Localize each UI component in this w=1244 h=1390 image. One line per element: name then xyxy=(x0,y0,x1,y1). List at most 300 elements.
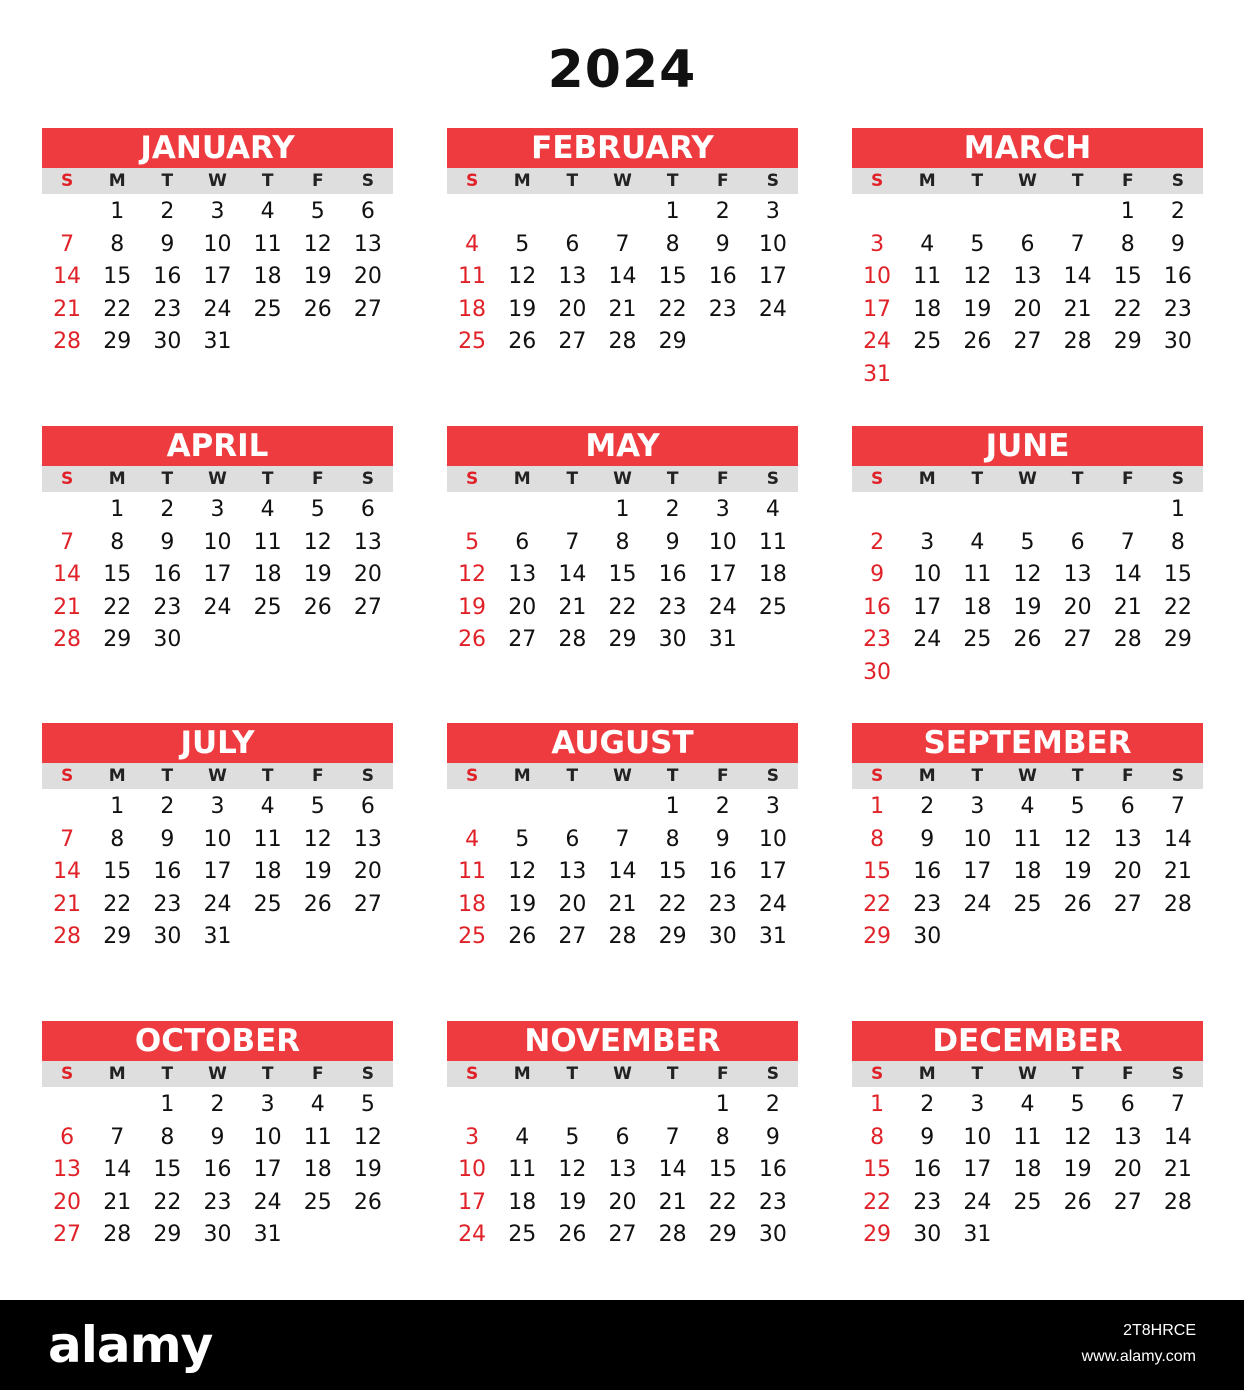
day-number: 17 xyxy=(913,594,942,620)
day-number: 12 xyxy=(303,231,332,257)
day-number: 7 xyxy=(60,529,75,555)
brand-logo: alamy xyxy=(48,1316,213,1374)
day-number: 27 xyxy=(53,1222,82,1247)
day-number: 25 xyxy=(458,924,487,949)
day-number: 4 xyxy=(260,497,275,522)
day-number: 29 xyxy=(863,924,892,949)
stock-info xyxy=(1082,1318,1196,1370)
day-number: 18 xyxy=(758,562,787,587)
weekday-label: F xyxy=(311,469,324,489)
day-number: 16 xyxy=(863,594,892,620)
day-number: 2 xyxy=(715,199,730,224)
day-number: 18 xyxy=(1013,1157,1042,1182)
weekday-label: W xyxy=(208,1064,227,1084)
weekday-label: S xyxy=(60,171,74,191)
day-number: 4 xyxy=(1020,794,1035,819)
day-number: 26 xyxy=(458,627,487,652)
day-number: 23 xyxy=(153,594,182,620)
day-number: 1 xyxy=(110,794,125,819)
empty-cell xyxy=(1053,196,1103,229)
weekday-label: M xyxy=(513,171,531,191)
day-number: 23 xyxy=(153,296,182,322)
weekday-label: F xyxy=(1121,171,1134,191)
day-number: 25 xyxy=(253,296,282,322)
day-number: 1 xyxy=(665,794,680,819)
day-number: 8 xyxy=(870,826,885,852)
day-number: 20 xyxy=(558,296,587,322)
day-number: 9 xyxy=(1170,231,1185,257)
day-number: 29 xyxy=(658,924,687,949)
weekday-label: T xyxy=(971,766,984,786)
weekday-label: M xyxy=(108,171,126,191)
day-number: 8 xyxy=(1120,231,1135,257)
calendar-year-title: 2024 xyxy=(547,40,697,100)
day-number: 26 xyxy=(1013,627,1042,652)
weekday-label: T xyxy=(1071,766,1084,786)
day-number: 24 xyxy=(963,1189,992,1215)
months-grid xyxy=(42,128,1203,1258)
day-number: 29 xyxy=(708,1222,737,1247)
day-number: 18 xyxy=(303,1157,332,1182)
day-number: 14 xyxy=(103,1157,132,1182)
weekday-label: S xyxy=(870,469,884,489)
empty-cell xyxy=(1002,196,1052,229)
weekday-label: T xyxy=(261,469,274,489)
day-number: 12 xyxy=(458,562,487,587)
weekday-label: M xyxy=(513,1064,531,1084)
day-number: 5 xyxy=(310,794,325,819)
day-number: 18 xyxy=(253,264,282,289)
day-number: 25 xyxy=(963,627,992,652)
day-number: 23 xyxy=(658,594,687,620)
weekday-label: F xyxy=(716,766,729,786)
day-number: 18 xyxy=(253,859,282,884)
day-number: 23 xyxy=(1163,296,1192,322)
month-name: SEPTEMBER xyxy=(852,723,1203,763)
month-august xyxy=(447,723,798,993)
day-number: 8 xyxy=(110,529,125,555)
month-april xyxy=(42,426,393,696)
day-number: 26 xyxy=(353,1189,382,1215)
month-name: NOVEMBER xyxy=(447,1021,798,1061)
empty-cell xyxy=(597,791,647,824)
day-number: 21 xyxy=(53,296,82,322)
weekday-label: T xyxy=(261,171,274,191)
weekday-label: S xyxy=(1171,469,1185,489)
day-number: 26 xyxy=(963,329,992,354)
empty-cell xyxy=(597,196,647,229)
day-number: 14 xyxy=(1163,826,1192,852)
weekday-label: W xyxy=(613,469,632,489)
day-number: 8 xyxy=(110,231,125,257)
empty-cell xyxy=(547,791,597,824)
day-number: 11 xyxy=(253,231,282,257)
weekday-label: S xyxy=(870,1064,884,1084)
day-number: 11 xyxy=(253,529,282,555)
day-number: 16 xyxy=(758,1157,787,1182)
day-number: 16 xyxy=(203,1157,232,1182)
day-number: 1 xyxy=(615,497,630,522)
day-number: 10 xyxy=(863,264,892,289)
day-number: 30 xyxy=(203,1222,232,1247)
day-grid xyxy=(42,494,393,657)
weekday-label: F xyxy=(311,1064,324,1084)
day-grid xyxy=(447,791,798,954)
site-url: www.alamy.com xyxy=(1081,1348,1196,1365)
day-number: 4 xyxy=(260,199,275,224)
day-number: 31 xyxy=(203,329,232,354)
day-number: 9 xyxy=(715,231,730,257)
day-number: 23 xyxy=(153,891,182,917)
weekday-label: T xyxy=(971,469,984,489)
empty-cell xyxy=(42,1089,92,1122)
weekday-label: W xyxy=(613,1064,632,1084)
day-number: 22 xyxy=(153,1189,182,1215)
day-number: 2 xyxy=(160,497,175,522)
day-number: 4 xyxy=(920,231,935,257)
day-number: 11 xyxy=(508,1157,537,1182)
weekday-label: T xyxy=(161,171,174,191)
footer-bar xyxy=(0,1300,1244,1390)
weekday-label: W xyxy=(208,171,227,191)
day-number: 28 xyxy=(103,1222,132,1247)
day-number: 31 xyxy=(758,924,787,949)
day-number: 25 xyxy=(303,1189,332,1215)
day-number: 8 xyxy=(160,1124,175,1150)
month-december xyxy=(852,1021,1203,1291)
empty-cell xyxy=(902,494,952,527)
day-number: 24 xyxy=(708,594,737,620)
day-number: 6 xyxy=(1120,1092,1135,1117)
day-number: 16 xyxy=(153,562,182,587)
day-number: 28 xyxy=(53,627,82,652)
day-number: 11 xyxy=(963,562,992,587)
day-grid xyxy=(447,196,798,359)
day-number: 3 xyxy=(465,1124,480,1150)
day-number: 17 xyxy=(708,562,737,587)
month-september xyxy=(852,723,1203,993)
weekday-label: S xyxy=(60,766,74,786)
day-number: 29 xyxy=(1113,329,1142,354)
day-number: 23 xyxy=(708,296,737,322)
weekday-label: T xyxy=(1071,469,1084,489)
day-number: 13 xyxy=(1113,1124,1142,1150)
day-number: 19 xyxy=(458,594,487,620)
day-number: 18 xyxy=(913,296,942,322)
day-number: 22 xyxy=(608,594,637,620)
day-number: 31 xyxy=(203,924,232,949)
day-number: 25 xyxy=(253,594,282,620)
weekday-header xyxy=(852,1061,1203,1087)
day-number: 21 xyxy=(103,1189,132,1215)
month-july xyxy=(42,723,393,993)
day-number: 19 xyxy=(303,264,332,289)
day-number: 13 xyxy=(508,562,537,587)
day-number: 23 xyxy=(758,1189,787,1215)
day-number: 9 xyxy=(715,826,730,852)
weekday-header xyxy=(447,1061,798,1087)
day-number: 3 xyxy=(260,1092,275,1117)
day-number: 19 xyxy=(508,296,537,322)
day-number: 30 xyxy=(153,329,182,354)
weekday-label: S xyxy=(465,469,479,489)
day-number: 17 xyxy=(963,1157,992,1182)
day-number: 30 xyxy=(913,924,942,949)
day-number: 11 xyxy=(303,1124,332,1150)
day-number: 29 xyxy=(1163,627,1192,652)
day-number: 3 xyxy=(765,199,780,224)
month-name: JUNE xyxy=(852,426,1203,466)
month-name: JULY xyxy=(42,723,393,763)
weekday-label: T xyxy=(161,1064,174,1084)
day-number: 17 xyxy=(253,1157,282,1182)
day-number: 7 xyxy=(665,1124,680,1150)
month-name: FEBRUARY xyxy=(447,128,798,168)
day-number: 10 xyxy=(913,562,942,587)
day-number: 6 xyxy=(60,1124,75,1150)
day-number: 11 xyxy=(458,264,487,289)
day-number: 17 xyxy=(203,264,232,289)
weekday-label: F xyxy=(716,171,729,191)
day-number: 12 xyxy=(508,264,537,289)
day-number: 19 xyxy=(963,296,992,322)
day-number: 13 xyxy=(1013,264,1042,289)
day-number: 8 xyxy=(665,231,680,257)
day-number: 10 xyxy=(758,826,787,852)
day-number: 25 xyxy=(913,329,942,354)
weekday-label: M xyxy=(513,469,531,489)
day-number: 6 xyxy=(1120,794,1135,819)
day-number: 31 xyxy=(708,627,737,652)
empty-cell xyxy=(1002,494,1052,527)
weekday-label: T xyxy=(161,766,174,786)
day-number: 27 xyxy=(558,329,587,354)
day-number: 14 xyxy=(558,562,587,587)
day-number: 2 xyxy=(1170,199,1185,224)
day-number: 22 xyxy=(1163,594,1192,620)
day-number: 15 xyxy=(1163,562,1192,587)
day-number: 15 xyxy=(153,1157,182,1182)
day-number: 26 xyxy=(303,594,332,620)
day-number: 21 xyxy=(658,1189,687,1215)
day-number: 9 xyxy=(160,529,175,555)
day-number: 24 xyxy=(253,1189,282,1215)
day-number: 28 xyxy=(608,329,637,354)
day-number: 22 xyxy=(103,891,132,917)
day-number: 4 xyxy=(465,826,480,852)
weekday-label: S xyxy=(465,171,479,191)
weekday-label: F xyxy=(716,1064,729,1084)
day-number: 7 xyxy=(1170,1092,1185,1117)
day-number: 15 xyxy=(103,859,132,884)
day-number: 14 xyxy=(53,859,82,884)
day-number: 5 xyxy=(1070,1092,1085,1117)
weekday-label: S xyxy=(766,1064,780,1084)
day-number: 15 xyxy=(608,562,637,587)
empty-cell xyxy=(447,196,497,229)
day-number: 22 xyxy=(863,891,892,917)
day-number: 27 xyxy=(558,924,587,949)
weekday-label: T xyxy=(666,469,679,489)
day-number: 13 xyxy=(353,231,382,257)
weekday-header xyxy=(42,1061,393,1087)
day-grid xyxy=(447,1089,798,1252)
weekday-label: W xyxy=(1018,1064,1037,1084)
day-number: 24 xyxy=(863,329,892,354)
month-name: MARCH xyxy=(852,128,1203,168)
day-grid xyxy=(852,196,1203,391)
weekday-label: S xyxy=(870,766,884,786)
day-number: 5 xyxy=(310,497,325,522)
day-number: 9 xyxy=(920,826,935,852)
day-number: 11 xyxy=(1013,1124,1042,1150)
day-number: 8 xyxy=(110,826,125,852)
day-number: 14 xyxy=(608,859,637,884)
weekday-label: M xyxy=(918,766,936,786)
weekday-label: T xyxy=(566,171,579,191)
day-number: 6 xyxy=(360,199,375,224)
day-number: 1 xyxy=(665,199,680,224)
day-number: 30 xyxy=(758,1222,787,1247)
empty-cell xyxy=(902,196,952,229)
day-number: 24 xyxy=(458,1222,487,1247)
day-number: 19 xyxy=(1013,594,1042,620)
day-number: 17 xyxy=(963,859,992,884)
day-number: 29 xyxy=(863,1222,892,1247)
day-number: 13 xyxy=(608,1157,637,1182)
day-number: 31 xyxy=(963,1222,992,1247)
day-number: 2 xyxy=(920,1092,935,1117)
day-number: 26 xyxy=(1063,891,1092,917)
weekday-label: T xyxy=(161,469,174,489)
day-number: 11 xyxy=(253,826,282,852)
weekday-header xyxy=(852,763,1203,789)
day-number: 29 xyxy=(658,329,687,354)
day-number: 20 xyxy=(508,594,537,620)
day-grid xyxy=(852,1089,1203,1252)
day-number: 12 xyxy=(1013,562,1042,587)
day-number: 15 xyxy=(1113,264,1142,289)
day-number: 15 xyxy=(658,859,687,884)
day-number: 7 xyxy=(565,529,580,555)
day-number: 17 xyxy=(458,1189,487,1215)
day-number: 16 xyxy=(913,859,942,884)
weekday-label: T xyxy=(971,1064,984,1084)
day-number: 21 xyxy=(1113,594,1142,620)
day-number: 16 xyxy=(913,1157,942,1182)
day-number: 17 xyxy=(203,859,232,884)
day-number: 3 xyxy=(970,1092,985,1117)
day-number: 5 xyxy=(515,231,530,257)
weekday-label: W xyxy=(1018,469,1037,489)
weekday-label: M xyxy=(108,1064,126,1084)
day-number: 1 xyxy=(870,794,885,819)
weekday-header xyxy=(447,763,798,789)
empty-cell xyxy=(852,196,902,229)
month-name: DECEMBER xyxy=(852,1021,1203,1061)
weekday-label: S xyxy=(60,1064,74,1084)
empty-cell xyxy=(42,494,92,527)
month-november xyxy=(447,1021,798,1291)
empty-cell xyxy=(447,494,497,527)
day-number: 26 xyxy=(558,1222,587,1247)
day-number: 18 xyxy=(508,1189,537,1215)
day-number: 5 xyxy=(360,1092,375,1117)
empty-cell xyxy=(42,196,92,229)
day-number: 27 xyxy=(608,1222,637,1247)
weekday-label: S xyxy=(465,1064,479,1084)
weekday-header xyxy=(852,168,1203,194)
day-number: 4 xyxy=(260,794,275,819)
day-number: 9 xyxy=(160,231,175,257)
day-number: 15 xyxy=(863,859,892,884)
day-number: 30 xyxy=(1163,329,1192,354)
weekday-label: T xyxy=(666,171,679,191)
day-number: 9 xyxy=(870,562,885,587)
day-number: 28 xyxy=(53,924,82,949)
day-number: 25 xyxy=(458,329,487,354)
day-number: 11 xyxy=(458,859,487,884)
day-number: 12 xyxy=(558,1157,587,1182)
day-number: 9 xyxy=(765,1124,780,1150)
day-number: 20 xyxy=(1113,859,1142,884)
day-number: 5 xyxy=(1020,529,1035,555)
day-number: 16 xyxy=(708,859,737,884)
day-number: 29 xyxy=(103,329,132,354)
day-number: 3 xyxy=(210,199,225,224)
weekday-label: S xyxy=(1171,766,1185,786)
month-may xyxy=(447,426,798,696)
weekday-label: T xyxy=(566,1064,579,1084)
day-number: 28 xyxy=(1113,627,1142,652)
day-number: 16 xyxy=(1163,264,1192,289)
empty-cell xyxy=(547,1089,597,1122)
day-number: 2 xyxy=(765,1092,780,1117)
day-number: 10 xyxy=(708,529,737,555)
day-number: 21 xyxy=(53,891,82,917)
day-number: 5 xyxy=(1070,794,1085,819)
weekday-label: M xyxy=(918,171,936,191)
day-number: 17 xyxy=(203,562,232,587)
day-number: 13 xyxy=(558,264,587,289)
day-number: 20 xyxy=(1113,1157,1142,1182)
day-number: 2 xyxy=(920,794,935,819)
month-march xyxy=(852,128,1203,398)
day-number: 3 xyxy=(870,231,885,257)
day-number: 30 xyxy=(708,924,737,949)
day-number: 14 xyxy=(1063,264,1092,289)
day-number: 4 xyxy=(1020,1092,1035,1117)
weekday-label: W xyxy=(208,469,227,489)
day-number: 27 xyxy=(1013,329,1042,354)
day-number: 20 xyxy=(558,891,587,917)
day-number: 18 xyxy=(963,594,992,620)
day-grid xyxy=(852,494,1203,689)
weekday-label: T xyxy=(971,171,984,191)
day-number: 2 xyxy=(715,794,730,819)
day-number: 28 xyxy=(608,924,637,949)
day-number: 12 xyxy=(303,826,332,852)
day-number: 26 xyxy=(1063,1189,1092,1215)
empty-cell xyxy=(92,1089,142,1122)
day-number: 21 xyxy=(608,891,637,917)
day-grid xyxy=(42,1089,393,1252)
day-number: 14 xyxy=(1163,1124,1192,1150)
day-number: 6 xyxy=(360,794,375,819)
day-number: 2 xyxy=(160,199,175,224)
weekday-label: T xyxy=(566,766,579,786)
day-number: 21 xyxy=(53,594,82,620)
